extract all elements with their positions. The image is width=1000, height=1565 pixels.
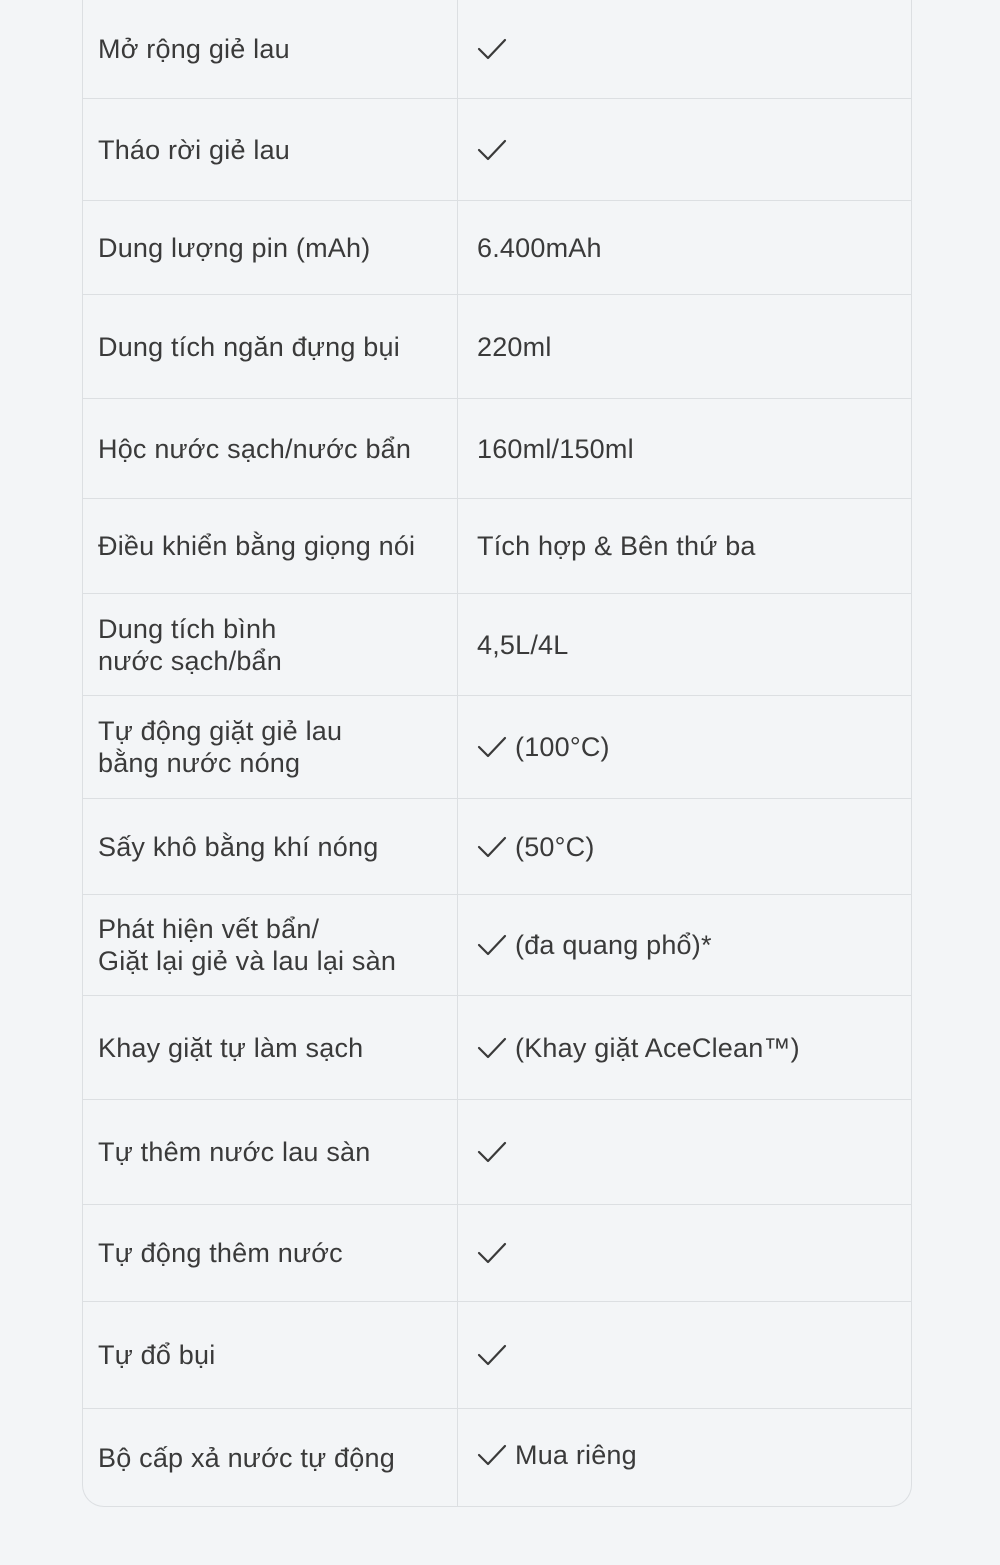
row-value bbox=[458, 0, 911, 98]
row-label: Bộ cấp xả nước tự động bbox=[83, 1409, 458, 1507]
table-row bbox=[83, 1100, 911, 1205]
row-value bbox=[458, 696, 911, 798]
table-row bbox=[83, 295, 911, 399]
row-value bbox=[458, 1409, 911, 1507]
row-value bbox=[458, 996, 911, 1099]
spec-table bbox=[82, 0, 912, 1507]
table-row bbox=[83, 1409, 911, 1507]
table-row bbox=[83, 799, 911, 895]
row-value bbox=[458, 895, 911, 995]
row-label: Tháo rời giẻ lau bbox=[83, 99, 458, 200]
checkmark-icon bbox=[477, 1444, 507, 1466]
row-value bbox=[458, 295, 911, 398]
row-value-text: Mua riêng bbox=[515, 1440, 637, 1470]
row-value-text: 160ml/150ml bbox=[477, 433, 634, 464]
table-row bbox=[83, 499, 911, 594]
row-value bbox=[458, 594, 911, 695]
checkmark-icon bbox=[477, 934, 507, 956]
row-value bbox=[458, 399, 911, 498]
row-label: Phát hiện vết bẩn/ Giặt lại giẻ và lau lại sàn bbox=[83, 895, 458, 995]
row-value bbox=[458, 1205, 911, 1301]
row-value-text: (Khay giặt AceClean™) bbox=[515, 1032, 800, 1063]
table-row bbox=[83, 594, 911, 696]
row-label: Dung tích bình nước sạch/bẩn bbox=[83, 594, 458, 695]
checkmark-icon bbox=[477, 736, 507, 758]
row-value bbox=[458, 499, 911, 593]
row-value bbox=[458, 99, 911, 200]
table-row bbox=[83, 895, 911, 996]
row-value-text: 6.400mAh bbox=[477, 232, 602, 263]
row-label: Tự thêm nước lau sàn bbox=[83, 1100, 458, 1204]
row-label: Tự đổ bụi bbox=[83, 1302, 458, 1408]
checkmark-icon bbox=[477, 38, 507, 60]
checkmark-icon bbox=[477, 836, 507, 858]
row-value-text: (100°C) bbox=[515, 732, 610, 762]
table-row bbox=[83, 1205, 911, 1302]
table-row bbox=[83, 399, 911, 499]
row-value bbox=[458, 799, 911, 894]
row-label: Dung lượng pin (mAh) bbox=[83, 201, 458, 294]
row-value-text: Tích hợp & Bên thứ ba bbox=[477, 531, 756, 561]
checkmark-icon bbox=[477, 1344, 507, 1366]
row-value-text: 220ml bbox=[477, 331, 552, 362]
checkmark-icon bbox=[477, 1037, 507, 1059]
row-value bbox=[458, 1302, 911, 1408]
row-label: Mở rộng giẻ lau bbox=[83, 0, 458, 98]
table-row bbox=[83, 0, 911, 99]
row-label: Tự động giặt giẻ lau bằng nước nóng bbox=[83, 696, 458, 798]
checkmark-icon bbox=[477, 1141, 507, 1163]
table-row bbox=[83, 696, 911, 799]
row-value-text: (đa quang phổ)* bbox=[515, 930, 712, 960]
table-row bbox=[83, 201, 911, 295]
checkmark-icon bbox=[477, 139, 507, 161]
row-label: Hộc nước sạch/nước bẩn bbox=[83, 399, 458, 498]
row-value bbox=[458, 1100, 911, 1204]
row-label: Sấy khô bằng khí nóng bbox=[83, 799, 458, 894]
table-row bbox=[83, 1302, 911, 1409]
row-value-text: (50°C) bbox=[515, 831, 595, 862]
table-row bbox=[83, 99, 911, 201]
row-label: Tự động thêm nước bbox=[83, 1205, 458, 1301]
row-value bbox=[458, 201, 911, 294]
row-value-text: 4,5L/4L bbox=[477, 629, 569, 660]
row-label: Dung tích ngăn đựng bụi bbox=[83, 295, 458, 398]
table-row bbox=[83, 996, 911, 1100]
row-label: Khay giặt tự làm sạch bbox=[83, 996, 458, 1099]
row-label: Điều khiển bằng giọng nói bbox=[83, 499, 458, 593]
checkmark-icon bbox=[477, 1242, 507, 1264]
